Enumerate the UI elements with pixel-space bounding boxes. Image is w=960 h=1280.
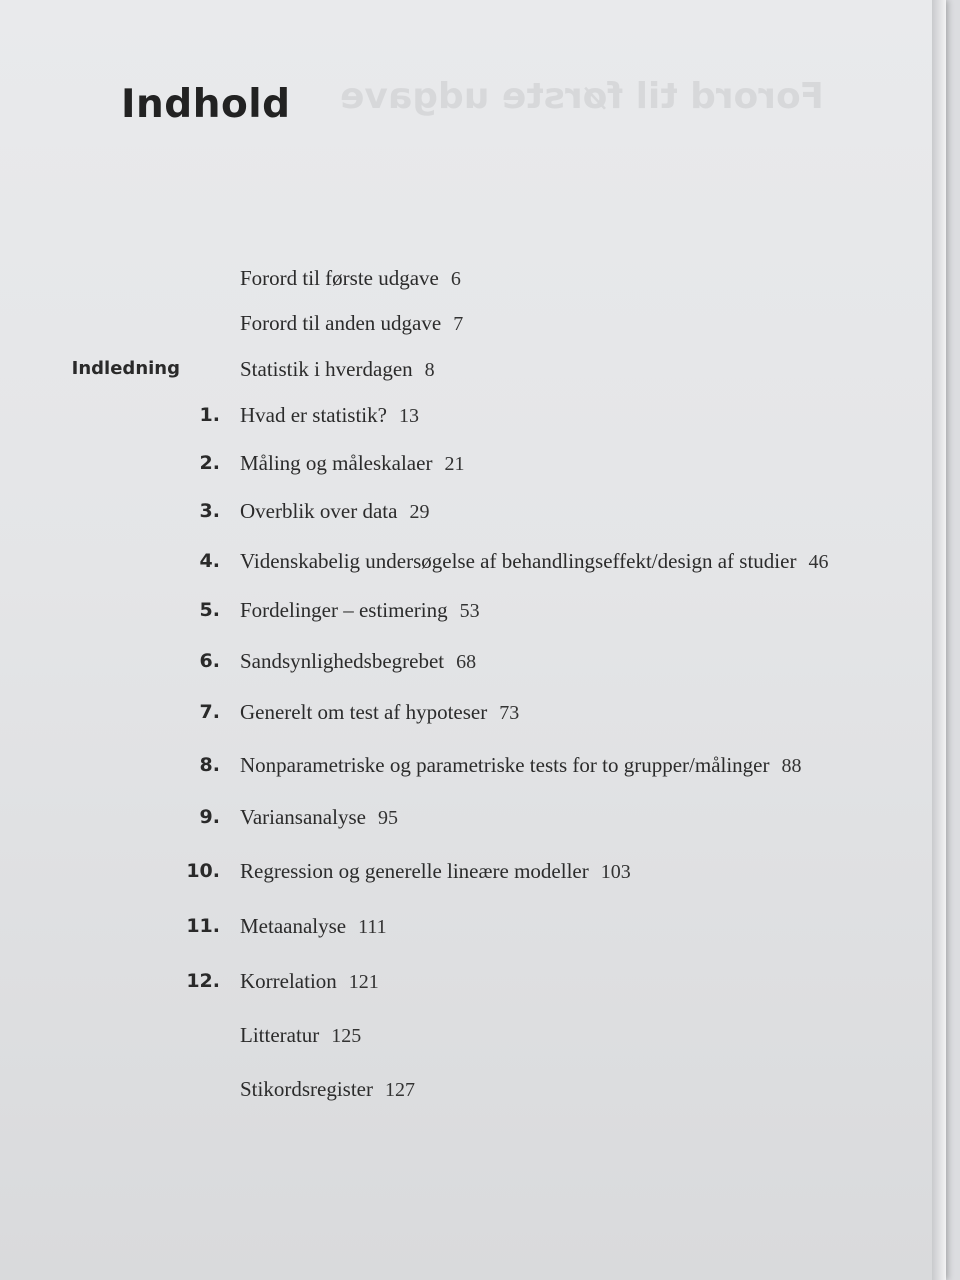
toc-entry-text <box>240 966 379 997</box>
toc-entry-number: 4. <box>199 550 220 572</box>
toc-entry-title: Nonparametriske og parametriske tests for to grupper/målinger <box>240 753 770 777</box>
toc-entry <box>0 546 920 576</box>
toc-entry-number: 2. <box>199 452 220 474</box>
toc-entry-title: Videnskabelig undersøgelse af behandlingseffekt/design af studier <box>240 549 797 573</box>
toc-entry-title: Regression og generelle lineære modeller <box>240 859 589 883</box>
toc-entry <box>0 400 920 430</box>
toc-entry-title: Sandsynlighedsbegrebet <box>240 649 445 673</box>
toc-entry-title: Overblik over data <box>240 499 398 523</box>
toc-entry-text <box>240 308 463 339</box>
toc-entry-number: 9. <box>199 806 220 828</box>
toc-entry-page: 53 <box>459 600 480 622</box>
toc-entry-page: 8 <box>424 359 435 381</box>
toc-entry-text <box>240 1020 361 1051</box>
toc-entry-number: 6. <box>199 650 220 672</box>
toc-entry <box>0 856 920 886</box>
toc-entry <box>0 1020 920 1050</box>
toc-entry-text <box>240 448 464 479</box>
toc-entry <box>0 354 920 384</box>
page-title: Indhold <box>121 82 291 127</box>
toc-entry-text <box>240 263 461 294</box>
toc-entry-title: Variansanalyse <box>240 805 366 829</box>
toc-entry-page: 46 <box>808 551 829 573</box>
toc-entry-text <box>240 546 828 577</box>
toc-entry <box>0 697 920 727</box>
toc-entry-page: 73 <box>499 702 520 724</box>
toc-entry <box>0 750 920 780</box>
toc-entry-number: 5. <box>199 599 220 621</box>
toc-entry-number: 10. <box>186 860 220 882</box>
toc-entry <box>0 911 920 941</box>
toc-entry-title: Måling og måleskalaer <box>240 451 433 475</box>
toc-entry-page: 68 <box>456 651 477 673</box>
toc-entry <box>0 646 920 676</box>
toc-entry-number: 11. <box>186 915 220 937</box>
toc-entry <box>0 966 920 996</box>
toc-entry-number: 7. <box>199 701 220 723</box>
toc-entry-text <box>240 911 387 942</box>
bleed-through-heading: Forord til første udgave <box>340 76 824 117</box>
toc-entry-title: Stikordsregister <box>240 1077 373 1101</box>
toc-entry-text <box>240 697 519 728</box>
toc-entry-page: 13 <box>398 405 419 427</box>
toc-entry-page: 127 <box>384 1079 415 1101</box>
page-edge <box>932 0 946 1280</box>
toc-entry-page: 88 <box>781 755 802 777</box>
toc-entry-title: Generelt om test af hypoteser <box>240 700 488 724</box>
toc-entry-number: 1. <box>199 404 220 426</box>
toc-entry-text <box>240 400 419 431</box>
toc-entry-page: 95 <box>377 807 398 829</box>
toc-entry-title: Hvad er statistik? <box>240 403 387 427</box>
toc-entry-page: 6 <box>450 268 461 290</box>
toc-entry-page: 29 <box>409 501 430 523</box>
toc-entry-page: 125 <box>331 1025 362 1047</box>
toc-entry-number: Indledning <box>71 358 180 379</box>
toc-entry <box>0 802 920 832</box>
toc-entry-title: Statistik i hverdagen <box>240 357 413 381</box>
toc-entry <box>0 263 920 293</box>
toc-entry-text <box>240 802 398 833</box>
toc-entry-number: 8. <box>199 754 220 776</box>
toc-entry-text <box>240 354 435 385</box>
toc-entry-page: 7 <box>453 313 464 335</box>
toc-entry-page: 121 <box>348 971 379 993</box>
toc-entry <box>0 595 920 625</box>
toc-entry-page: 21 <box>444 453 465 475</box>
toc-entry <box>0 448 920 478</box>
toc-entry-page: 103 <box>600 861 631 883</box>
toc-entry <box>0 1074 920 1104</box>
toc-entry-text <box>240 646 476 677</box>
toc-entry <box>0 308 920 338</box>
toc-entry-text <box>240 856 631 887</box>
toc-entry-title: Metaanalyse <box>240 914 347 938</box>
toc-entry-text <box>240 750 802 781</box>
toc-entry-text <box>240 496 429 527</box>
toc-entry-title: Litteratur <box>240 1023 320 1047</box>
toc-entry-text <box>240 595 480 626</box>
toc-entry-title: Korrelation <box>240 969 337 993</box>
toc-entry-text <box>240 1074 415 1105</box>
toc-entry-title: Fordelinger – estimering <box>240 598 448 622</box>
toc-entry-title: Forord til anden udgave <box>240 311 442 335</box>
toc-entry-title: Forord til første udgave <box>240 266 439 290</box>
toc-entry-page: 111 <box>358 916 387 938</box>
toc-entry <box>0 496 920 526</box>
toc-entry-number: 12. <box>186 970 220 992</box>
toc-entry-number: 3. <box>199 500 220 522</box>
